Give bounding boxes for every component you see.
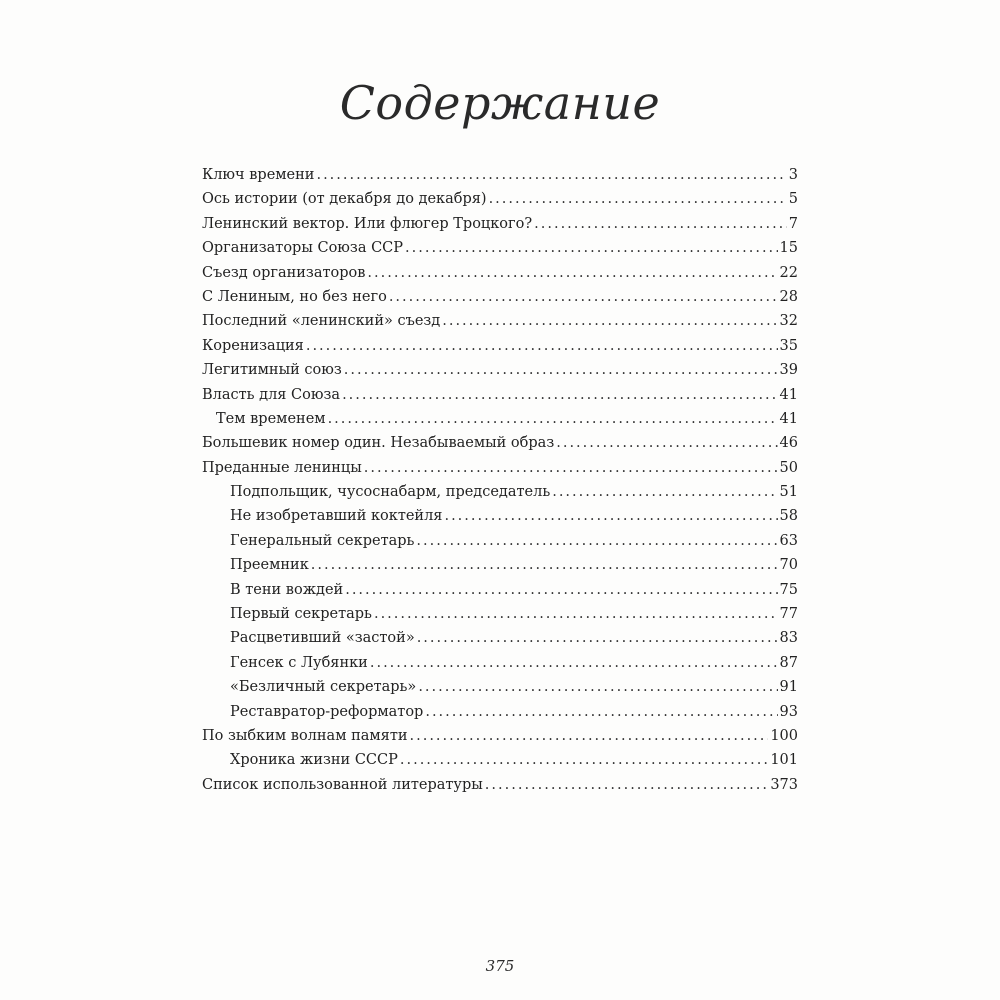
toc-leader-dots [389,285,778,309]
toc-entry-page: 22 [779,264,798,281]
toc-entry-page: 100 [770,727,798,744]
toc-entry[interactable] [202,358,798,382]
toc-entry[interactable] [202,626,798,650]
toc-leader-dots [405,236,778,260]
toc-entry-title: Съезд организаторов [202,264,366,281]
toc-entry-page: 7 [788,215,798,232]
toc-entry[interactable] [202,407,798,431]
toc-entry[interactable] [202,261,798,285]
toc-entry[interactable] [202,187,798,211]
toc-leader-dots [417,626,778,650]
toc-entry-title: Последний «ленинский» съезд [202,313,441,330]
toc-leader-dots [374,602,778,626]
toc-entry[interactable] [202,748,798,772]
toc-entry-page: 50 [779,459,798,476]
toc-entry[interactable] [202,553,798,577]
toc-entry[interactable] [202,163,798,187]
table-of-contents [202,163,798,797]
toc-leader-dots [400,748,768,772]
toc-entry[interactable] [202,724,798,748]
toc-leader-dots [485,773,769,797]
toc-leader-dots [489,187,787,211]
toc-leader-dots [556,431,777,455]
toc-entry-title: Хроника жизни СССР [230,752,398,769]
toc-entry-title: Ключ времени [202,167,315,183]
toc-entry-title: Реставратор-реформатор [230,703,424,720]
toc-entry-title: Подпольщик, чусоснабарм, председатель [230,484,551,501]
toc-entry[interactable] [202,334,798,358]
toc-entry-page: 41 [779,410,798,427]
toc-leader-dots [416,529,777,553]
toc-entry-title: Генсек с Лубянки [230,654,368,671]
toc-entry-page: 63 [779,532,798,549]
toc-leader-dots [364,456,778,480]
toc-entry[interactable] [202,431,798,455]
toc-entry[interactable] [202,309,798,333]
toc-entry-page: 35 [779,337,798,354]
toc-entry-title: Ось истории (от декабря до декабря) [202,191,487,208]
toc-leader-dots [442,309,777,333]
toc-entry-title: Большевик номер один. Незабываемый образ [202,435,555,452]
toc-entry-title: Генеральный секретарь [230,532,415,549]
toc-entry[interactable] [202,700,798,724]
page-number: 375 [485,957,515,975]
toc-entry-title: Тем временем [216,410,326,427]
toc-entry-page: 93 [779,703,798,720]
toc-leader-dots [345,578,777,602]
toc-entry-page: 70 [779,557,798,574]
toc-entry-page: 87 [779,654,798,671]
toc-entry[interactable] [202,236,798,260]
toc-entry-page: 28 [779,288,798,305]
toc-entry-title: Преданные ленинцы [202,459,362,476]
toc-entry[interactable] [202,773,798,797]
toc-entry-title: В тени вождей [230,581,344,598]
toc-entry-title: «Безличный секретарь» [230,679,417,696]
toc-entry[interactable] [202,480,798,504]
toc-entry-title: С Лениным, но без него [202,288,387,305]
toc-entry[interactable] [202,675,798,699]
toc-leader-dots [311,553,778,577]
toc-entry-page: 77 [779,606,798,623]
page-title: Содержание [339,75,661,130]
toc-entry-page: 373 [770,776,798,793]
toc-entry-page: 91 [779,679,798,696]
toc-entry-page: 5 [788,191,798,208]
toc-entry-title: Первый секретарь [230,606,372,623]
toc-entry[interactable] [202,651,798,675]
toc-entry-title: Расцветивший «застой» [230,630,415,647]
toc-entry[interactable] [202,578,798,602]
toc-leader-dots [418,675,777,699]
toc-leader-dots [370,651,778,675]
toc-entry-page: 83 [779,630,798,647]
toc-entry-title: Коренизация [202,337,304,354]
toc-entry[interactable] [202,529,798,553]
toc-entry-page: 39 [779,362,798,379]
toc-entry-page: 32 [779,313,798,330]
toc-entry-title: Список использованной литературы [202,776,483,793]
toc-leader-dots [425,700,777,724]
toc-entry[interactable] [202,285,798,309]
toc-entry-page: 41 [779,386,798,403]
toc-entry-title: Преемник [230,557,309,574]
toc-leader-dots [410,724,769,748]
toc-entry[interactable] [202,212,798,236]
toc-entry-title: Власть для Союза [202,386,341,403]
toc-entry-title: Организаторы Союза ССР [202,240,404,257]
toc-leader-dots [534,212,787,236]
toc-entry-page: 46 [779,435,798,452]
toc-entry[interactable] [202,383,798,407]
toc-entry-page: 51 [779,484,798,501]
toc-leader-dots [342,383,777,407]
toc-entry[interactable] [202,504,798,528]
toc-entry-title: Не изобретавший коктейля [230,508,443,525]
toc-entry[interactable] [202,602,798,626]
toc-entry-title: Ленинский вектор. Или флюгер Троцкого? [202,215,533,232]
toc-entry-page: 75 [779,581,798,598]
toc-entry-page: 3 [788,167,798,183]
toc-entry[interactable] [202,456,798,480]
toc-entry-page: 101 [770,752,798,769]
toc-leader-dots [306,334,778,358]
toc-entry-title: По зыбким волнам памяти [202,727,408,744]
toc-entry-page: 15 [779,240,798,257]
toc-leader-dots [328,407,778,431]
toc-leader-dots [344,358,778,382]
toc-entry-page: 58 [779,508,798,525]
toc-entry-title: Легитимный союз [202,362,342,379]
toc-leader-dots [552,480,777,504]
toc-leader-dots [316,163,786,187]
toc-leader-dots [367,261,777,285]
toc-leader-dots [444,504,777,528]
